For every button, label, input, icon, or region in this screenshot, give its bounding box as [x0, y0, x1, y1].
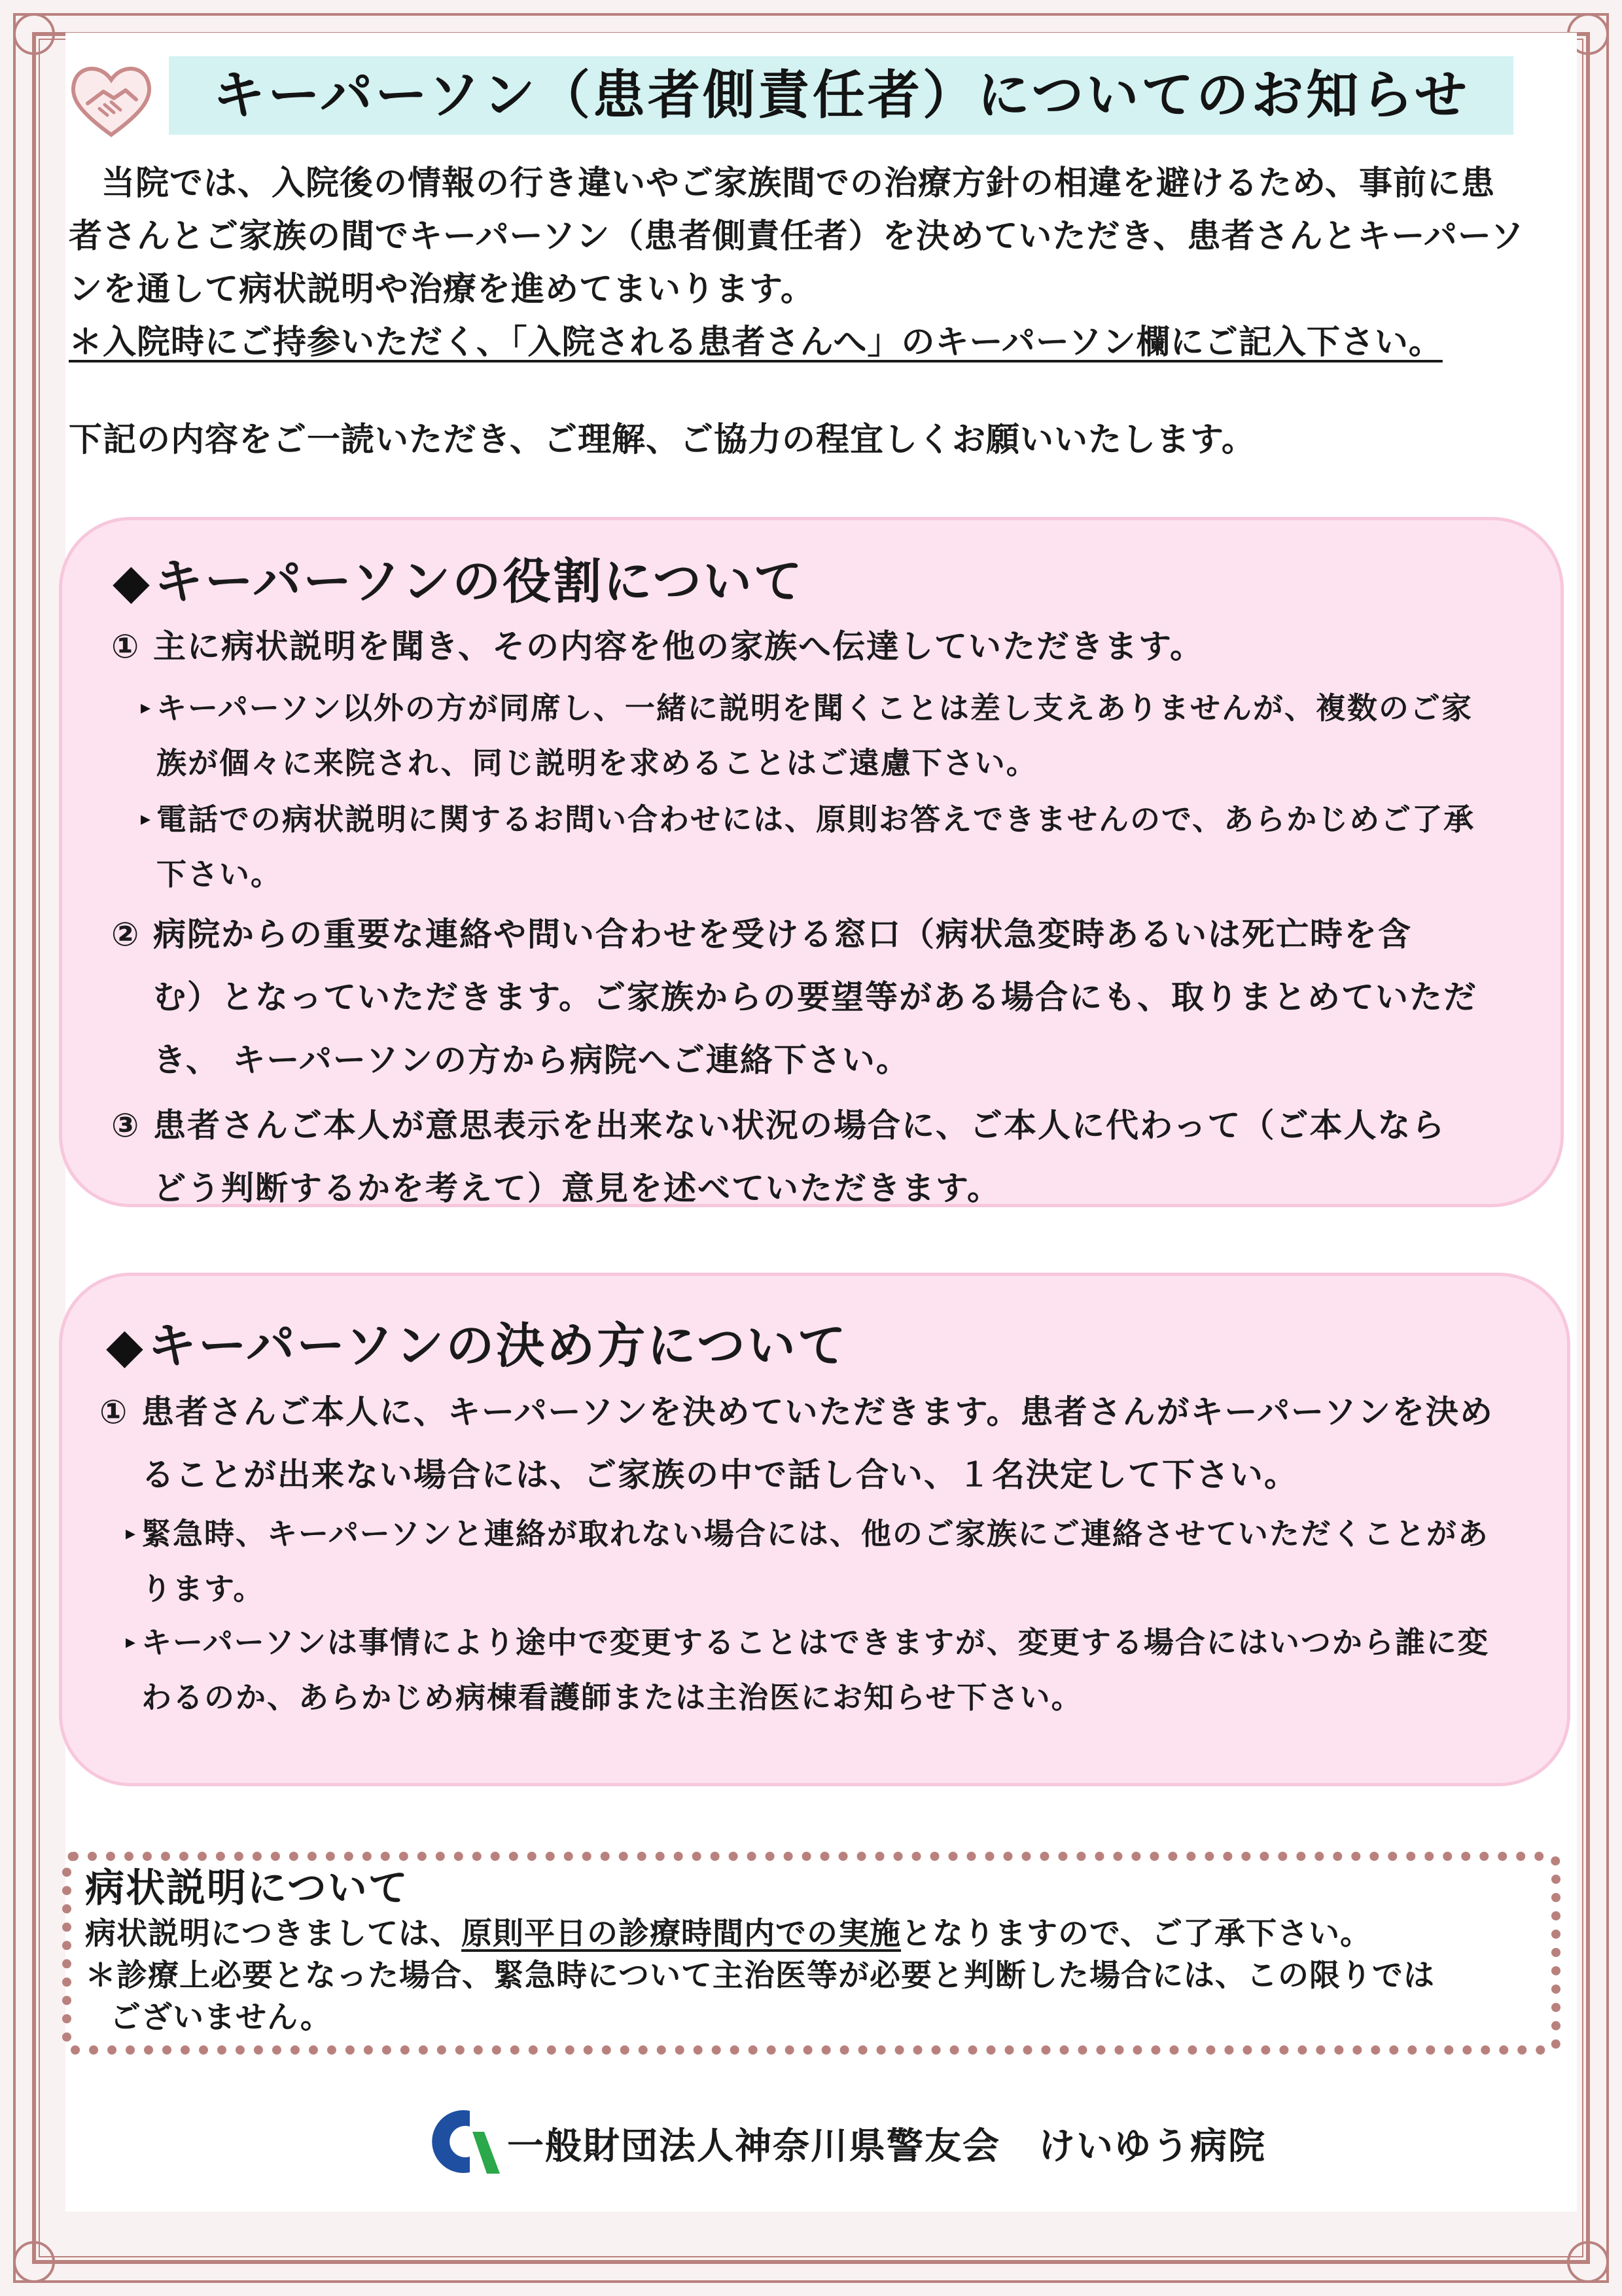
role-item-1: ① 主に病状説明を聞き、その内容を他の家族へ伝達していただきます。: [111, 615, 1511, 678]
intro-note: ＊入院時にご持参いただく、「入院される患者さんへ」のキーパーソン欄にご記入下さい。: [69, 323, 1443, 362]
notice-line-1: 病状説明につきましては、原則平日の診療時間内での実施となりますので、ご了承下さい。: [85, 1916, 1372, 1952]
page-content: [65, 33, 1577, 2212]
number-mark: ①: [111, 627, 141, 665]
triangle-bullet-icon: ▸: [141, 807, 152, 830]
notice-line-2: ＊診療上必要となった場合、緊急時について主治医等が必要と判断した場合には、この限りでは: [85, 1958, 1436, 1994]
diamond-icon: ◆: [106, 1318, 145, 1374]
intro-line-2: 者さんとご家族の間でキーパーソン（患者側責任者）を決めていただき、患者さんとキーパーソ: [69, 217, 1525, 256]
request-text: 下記の内容をご一読いただき、ご理解、ご協力の程宜しくお願いいたします。: [69, 421, 1256, 459]
notice-line-3: ございません。: [110, 2000, 332, 2036]
decide-section-heading: ◆キーパーソンの決め方について: [106, 1318, 848, 1374]
notice-title: 病状説明について: [85, 1865, 409, 1911]
hospital-logo-icon: [432, 2106, 504, 2178]
intro-line-3: ンを通して病状説明や治療を進めてまいります。: [69, 270, 815, 309]
decide-item-1: ① 患者さんご本人に、キーパーソンを決めていただきます。患者さんがキーパーソンを決め ることが出来ない場合には、ご家族の中で話し合い、１名決定して下さい。: [99, 1381, 1532, 1506]
triangle-bullet-icon: ▸: [126, 1522, 137, 1545]
triangle-bullet-icon: ▸: [141, 696, 152, 719]
organization-name: 一般財団法人神奈川県警友会 けいゆう病院: [507, 2125, 1266, 2168]
role-section-heading: ◆キーパーソンの役割について: [113, 554, 804, 610]
number-mark: ①: [99, 1393, 129, 1431]
role-subitem-2: ▸ 電話での病状説明に関するお問い合わせには、原則お答えできませんので、あらかじめご了承 下さい。: [141, 792, 1528, 902]
role-subitem-1: ▸ キーパーソン以外の方が同席し、一緒に説明を聞くことは差し支えありませんが、複数のご家 族が個々に来院され、同じ説明を求めることはご遠慮下さい。: [141, 680, 1528, 790]
intro-line-1: 当院では、入院後の情報の行き違いやご家族間での治療方針の相違を避けるため、事前に患: [101, 164, 1495, 203]
notice-emphasis: 原則平日の診療時間内での実施: [461, 1916, 902, 1952]
number-mark: ②: [111, 915, 141, 953]
handshake-heart-icon: [65, 58, 157, 143]
decide-subitem-2: ▸ キーパーソンは事情により途中で変更することはできますが、変更する場合にはいつから誰に変 わるのか、あらかじめ病棟看護師または主治医にお知らせ下さい。: [126, 1615, 1545, 1725]
role-item-3: ③ 患者さんご本人が意思表示を出来ない状況の場合に、ご本人に代わって（ご本人なら どう判断するかを考えて）意見を述べていただきます。: [111, 1094, 1525, 1220]
diamond-icon: ◆: [113, 554, 152, 610]
triangle-bullet-icon: ▸: [126, 1631, 137, 1653]
role-item-2: ② 病院からの重要な連絡や問い合わせを受ける窓口（病状急変時あるいは死亡時を含 む）となっていただきます。ご家族からの要望等がある場合にも、取りまとめていただ き、 キーパーソンの方から病院へご連絡下さい。: [111, 903, 1525, 1091]
decide-subitem-1: ▸ 緊急時、キーパーソンと連絡が取れない場合には、他のご家族にご連絡させていただくことがあ ります。: [126, 1506, 1545, 1616]
footer: [432, 2106, 1282, 2178]
intro-paragraph: [69, 157, 1574, 369]
page-title: キーパーソン（患者側責任者）についてのお知らせ: [213, 65, 1470, 126]
number-mark: ③: [111, 1106, 141, 1144]
title-banner: [169, 56, 1513, 135]
